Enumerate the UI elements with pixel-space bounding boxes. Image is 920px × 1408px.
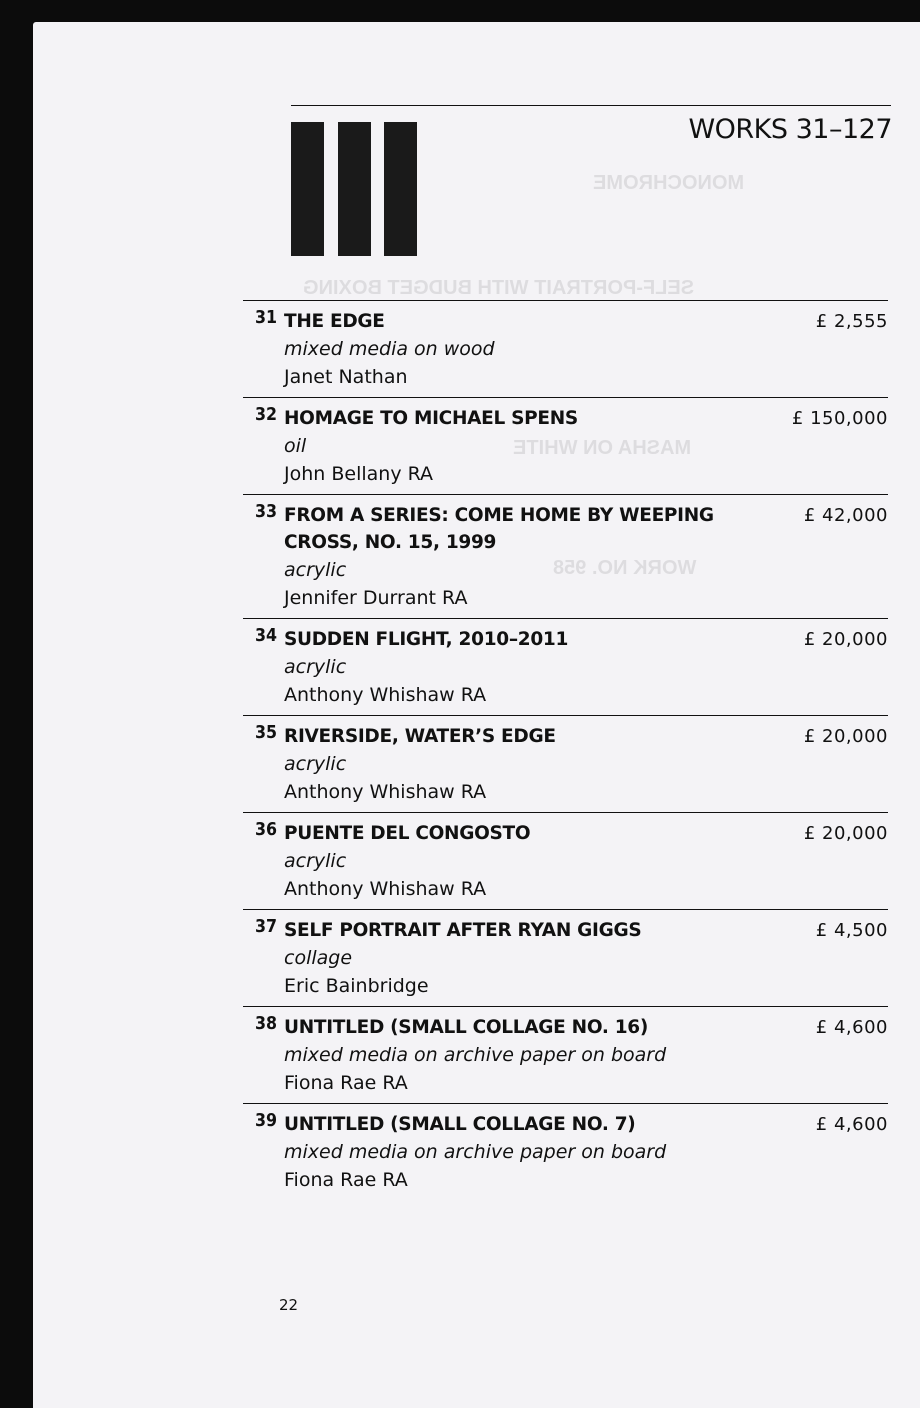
work-price: £ 4,600 (815, 1017, 888, 1038)
work-title: HOMAGE TO MICHAEL SPENS (284, 408, 578, 429)
work-entry (243, 1006, 888, 1103)
work-title: SELF PORTRAIT AFTER RYAN GIGGS (284, 920, 642, 941)
works-list (243, 300, 888, 1200)
work-artist: Anthony Whishaw RA (284, 684, 487, 706)
work-medium: mixed media on archive paper on board (284, 1141, 667, 1163)
work-artist: Eric Bainbridge (284, 975, 429, 997)
section-bar (338, 122, 371, 256)
work-number: 33 (254, 501, 277, 522)
work-entry (243, 812, 888, 909)
work-price: £ 4,600 (815, 1114, 888, 1135)
section-title: WORKS 31–127 (688, 114, 892, 145)
work-number: 36 (254, 819, 277, 840)
work-number: 32 (254, 404, 277, 425)
work-artist: Janet Nathan (284, 366, 408, 388)
show-through-text: MONOCHROME SELF-PORTRAIT WITH BUDGET BOXING MASHA ON WHITE WORK NO. 958 (303, 172, 745, 579)
work-entry (243, 909, 888, 1006)
work-entry (243, 300, 888, 397)
work-entry (243, 715, 888, 812)
section-rule (291, 105, 891, 106)
work-artist: Anthony Whishaw RA (284, 878, 487, 900)
work-medium: acrylic (284, 850, 347, 872)
work-number: 34 (254, 625, 277, 646)
work-medium: acrylic (284, 656, 347, 678)
work-price: £ 2,555 (815, 311, 888, 332)
work-entry (243, 1103, 888, 1200)
work-title: RIVERSIDE, WATER’S EDGE (284, 726, 556, 747)
work-price: £ 4,500 (815, 920, 888, 941)
work-artist: John Bellany RA (284, 463, 434, 485)
work-medium: acrylic (284, 753, 347, 775)
work-number: 38 (254, 1013, 277, 1034)
work-medium: collage (284, 947, 353, 969)
catalogue-page (33, 22, 920, 1408)
work-artist: Fiona Rae RA (284, 1169, 408, 1191)
work-artist: Jennifer Durrant RA (284, 587, 468, 609)
section-bar (384, 122, 417, 256)
work-number: 37 (254, 916, 277, 937)
work-artist: Anthony Whishaw RA (284, 781, 487, 803)
work-entry (243, 618, 888, 715)
work-title: PUENTE DEL CONGOSTO (284, 823, 531, 844)
work-title: UNTITLED (SMALL COLLAGE NO. 16) (284, 1017, 649, 1038)
work-medium: oil (284, 435, 307, 457)
work-medium: acrylic (284, 559, 347, 581)
section-bar (291, 122, 324, 256)
work-number: 35 (254, 722, 277, 743)
work-title: THE EDGE (284, 311, 385, 332)
work-number: 39 (254, 1110, 277, 1131)
work-medium: mixed media on wood (284, 338, 495, 360)
work-entry (243, 397, 888, 494)
work-title: UNTITLED (SMALL COLLAGE NO. 7) (284, 1114, 636, 1135)
work-price: £ 42,000 (803, 505, 888, 526)
work-title: FROM A SERIES: COME HOME BY WEEPING CROSS, NO. 15, 1999 (284, 505, 714, 553)
section-marker-bars (291, 122, 421, 256)
work-price: £ 20,000 (803, 726, 888, 747)
work-artist: Fiona Rae RA (284, 1072, 408, 1094)
work-title: SUDDEN FLIGHT, 2010–2011 (284, 629, 569, 650)
page-number: 22 (279, 1296, 299, 1314)
work-medium: mixed media on archive paper on board (284, 1044, 667, 1066)
work-price: £ 20,000 (803, 823, 888, 844)
work-price: £ 20,000 (803, 629, 888, 650)
work-number: 31 (254, 307, 277, 328)
work-entry (243, 494, 888, 618)
work-price: £ 150,000 (791, 408, 888, 429)
